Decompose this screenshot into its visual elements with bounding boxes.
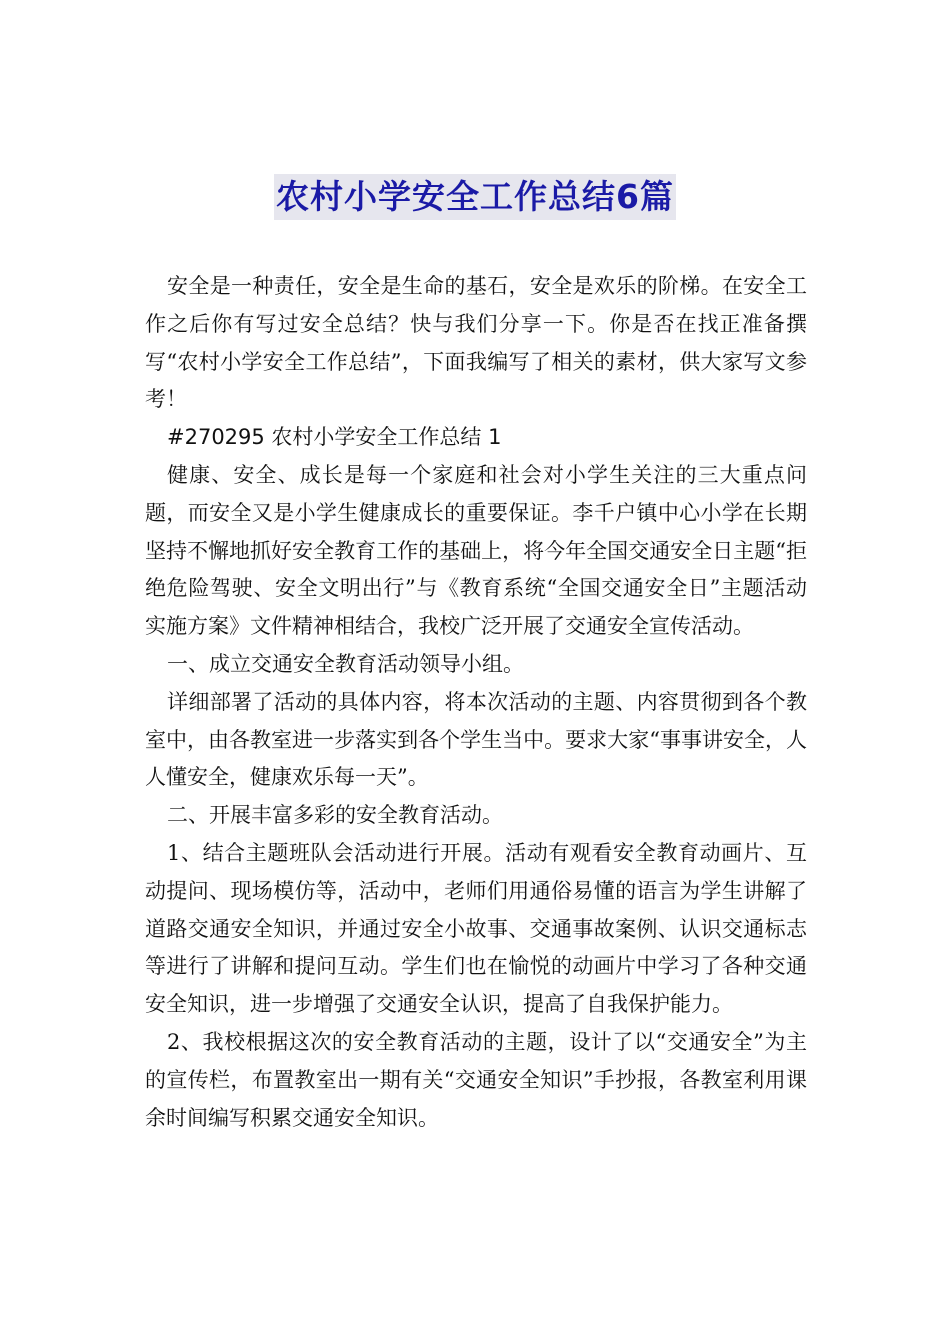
section-heading: #270295 农村小学安全工作总结 1	[167, 425, 502, 450]
document-body	[145, 268, 807, 1137]
subheading-paragraph: 二、开展丰富多彩的安全教育活动。	[167, 803, 503, 828]
body-paragraph: 详细部署了活动的具体内容，将本次活动的主题、内容贯彻到各个教室中，由各教室进一步落实到各个学生当中。要求大家“事事讲安全，人人懂安全，健康欢乐每一天”。	[145, 689, 807, 790]
body-paragraph: 1、结合主题班队会活动进行开展。活动有观看安全教育动画片、互动提问、现场模仿等，活动中，老师们用通俗易懂的语言为学生讲解了道路交通安全知识，并通过安全小故事、交通事故案例、认识交通标志等进行了讲解和提问互动。学生们也在愉悦的动画片中学习了各种交通安全知识，进一步增强了交通安全认识，提高了自我保护能力。	[145, 840, 807, 1017]
subheading-paragraph: 一、成立交通安全教育活动领导小组。	[167, 651, 524, 676]
document-title: 农村小学安全工作总结6篇	[274, 174, 676, 220]
body-paragraph: 2、我校根据这次的安全教育活动的主题，设计了以“交通安全”为主的宣传栏，布置教室出一期有关“交通安全知识”手抄报，各教室利用课余时间编写积累交通安全知识。	[145, 1029, 807, 1130]
body-paragraph: 健康、安全、成长是每一个家庭和社会对小学生关注的三大重点问题，而安全又是小学生健康成长的重要保证。李千户镇中心小学在长期坚持不懈地抓好安全教育工作的基础上，将今年全国交通安全日主题“拒绝危险驾驶、安全文明出行”与《教育系统“全国交通安全日”主题活动实施方案》文件精神相结合，我校广泛开展了交通安全宣传活动。	[145, 462, 807, 639]
title-container	[0, 174, 950, 220]
intro-paragraph: 安全是一种责任，安全是生命的基石，安全是欢乐的阶梯。在安全工作之后你有写过安全总结？快与我们分享一下。你是否在找正准备撰写“农村小学安全工作总结”，下面我编写了相关的素材，供大家写文参考！	[145, 274, 807, 412]
